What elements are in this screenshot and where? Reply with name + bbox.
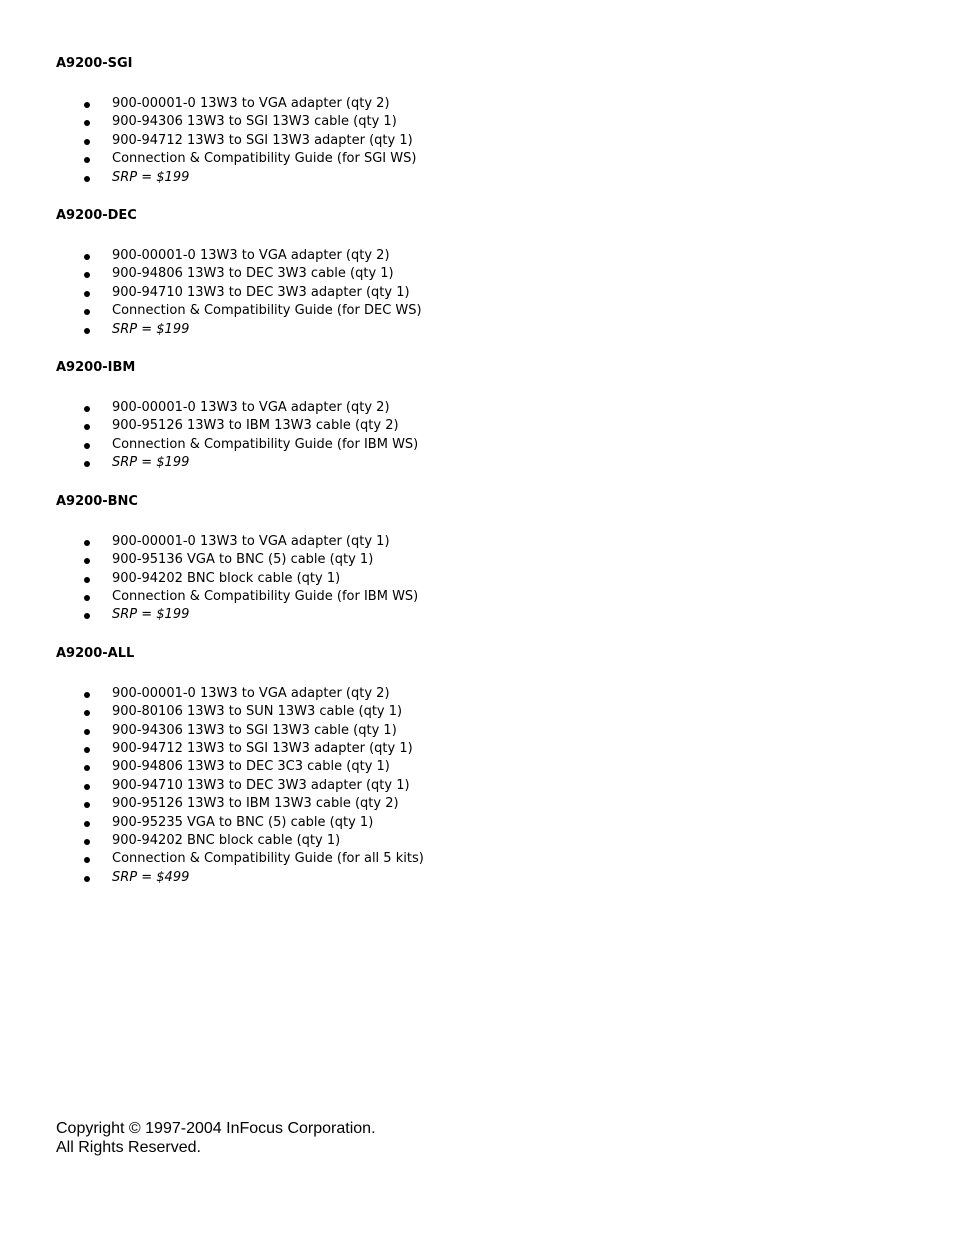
- bullet-icon: [84, 558, 90, 564]
- list-item: [56, 795, 936, 813]
- item-text: 900-00001-0 13W3 to VGA adapter (qty 2): [112, 685, 390, 701]
- kit-section: [56, 359, 936, 473]
- price-item: [56, 606, 936, 624]
- product-kit-document: [56, 55, 936, 907]
- item-text: 900-94306 13W3 to SGI 13W3 cable (qty 1): [112, 722, 397, 738]
- list-item: [56, 302, 936, 320]
- item-text: 900-94202 BNC block cable (qty 1): [112, 832, 341, 848]
- price-text: SRP = $199: [112, 321, 190, 337]
- list-item: [56, 685, 936, 703]
- kit-section: [56, 645, 936, 887]
- list-item: [56, 703, 936, 721]
- list-item: [56, 399, 936, 417]
- bullet-icon: [84, 765, 90, 771]
- list-item: [56, 113, 936, 131]
- kit-item-list: [56, 399, 936, 473]
- item-text: 900-94806 13W3 to DEC 3W3 cable (qty 1): [112, 266, 394, 282]
- bullet-icon: [84, 613, 90, 619]
- bullet-icon: [84, 176, 90, 182]
- bullet-icon: [84, 692, 90, 698]
- rights-text: All Rights Reserved.: [56, 1138, 201, 1156]
- item-text: Connection & Compatibility Guide (for SGI WS): [112, 151, 417, 167]
- bullet-icon: [84, 839, 90, 845]
- price-text: SRP = $199: [112, 169, 190, 185]
- list-item: [56, 850, 936, 868]
- bullet-icon: [84, 577, 90, 583]
- bullet-icon: [84, 102, 90, 108]
- item-text: Connection & Compatibility Guide (for IBM WS): [112, 588, 419, 604]
- list-item: [56, 247, 936, 265]
- kit-title: A9200-DEC: [56, 208, 137, 224]
- kit-title: A9200-BNC: [56, 493, 138, 509]
- item-text: 900-95136 VGA to BNC (5) cable (qty 1): [112, 552, 374, 568]
- bullet-icon: [84, 710, 90, 716]
- item-text: 900-00001-0 13W3 to VGA adapter (qty 2): [112, 248, 390, 264]
- bullet-icon: [84, 139, 90, 145]
- item-text: Connection & Compatibility Guide (for DEC WS): [112, 303, 422, 319]
- bullet-icon: [84, 424, 90, 430]
- bullet-icon: [84, 802, 90, 808]
- list-item: [56, 722, 936, 740]
- item-text: 900-94306 13W3 to SGI 13W3 cable (qty 1): [112, 114, 397, 130]
- list-item: [56, 551, 936, 569]
- list-item: [56, 570, 936, 588]
- item-text: 900-94710 13W3 to DEC 3W3 adapter (qty 1): [112, 284, 410, 300]
- kit-title: A9200-IBM: [56, 360, 136, 376]
- kit-item-list: [56, 533, 936, 625]
- list-item: [56, 95, 936, 113]
- list-item: [56, 436, 936, 454]
- list-item: [56, 758, 936, 776]
- price-item: [56, 321, 936, 339]
- kit-item-list: [56, 95, 936, 187]
- item-text: 900-94710 13W3 to DEC 3W3 adapter (qty 1): [112, 777, 410, 793]
- bullet-icon: [84, 272, 90, 278]
- kit-title: A9200-SGI: [56, 56, 133, 71]
- bullet-icon: [84, 328, 90, 334]
- item-text: 900-94202 BNC block cable (qty 1): [112, 570, 341, 586]
- footer: [56, 1120, 376, 1157]
- bullet-icon: [84, 821, 90, 827]
- bullet-icon: [84, 857, 90, 863]
- list-item: [56, 150, 936, 168]
- bullet-icon: [84, 747, 90, 753]
- list-item: [56, 740, 936, 758]
- bullet-icon: [84, 309, 90, 315]
- bullet-icon: [84, 729, 90, 735]
- item-text: 900-94806 13W3 to DEC 3C3 cable (qty 1): [112, 759, 390, 775]
- kit-section: [56, 493, 936, 625]
- bullet-icon: [84, 406, 90, 412]
- item-text: 900-00001-0 13W3 to VGA adapter (qty 1): [112, 533, 390, 549]
- list-item: [56, 265, 936, 283]
- kit-title: A9200-ALL: [56, 645, 135, 661]
- price-text: SRP = $199: [112, 455, 190, 471]
- bullet-icon: [84, 540, 90, 546]
- list-item: [56, 814, 936, 832]
- price-item: [56, 169, 936, 187]
- kit-section: [56, 207, 936, 339]
- item-text: Connection & Compatibility Guide (for all 5 kits): [112, 851, 424, 867]
- bullet-icon: [84, 461, 90, 467]
- copyright-text: Copyright © 1997-2004 InFocus Corporation.: [56, 1120, 376, 1137]
- list-item: [56, 417, 936, 435]
- list-item: [56, 132, 936, 150]
- price-item: [56, 454, 936, 472]
- bullet-icon: [84, 876, 90, 882]
- item-text: Connection & Compatibility Guide (for IBM WS): [112, 436, 419, 452]
- item-text: 900-95235 VGA to BNC (5) cable (qty 1): [112, 814, 374, 830]
- price-item: [56, 869, 936, 887]
- list-item: [56, 533, 936, 551]
- price-text: SRP = $199: [112, 607, 190, 623]
- bullet-icon: [84, 595, 90, 601]
- list-item: [56, 832, 936, 850]
- price-text: SRP = $499: [112, 869, 190, 885]
- list-item: [56, 284, 936, 302]
- item-text: 900-00001-0 13W3 to VGA adapter (qty 2): [112, 400, 390, 416]
- bullet-icon: [84, 784, 90, 790]
- item-text: 900-94712 13W3 to SGI 13W3 adapter (qty 1): [112, 132, 413, 148]
- bullet-icon: [84, 120, 90, 126]
- kit-section: [56, 55, 936, 187]
- item-text: 900-94712 13W3 to SGI 13W3 adapter (qty 1): [112, 740, 413, 756]
- bullet-icon: [84, 443, 90, 449]
- bullet-icon: [84, 157, 90, 163]
- item-text: 900-00001-0 13W3 to VGA adapter (qty 2): [112, 96, 390, 111]
- kit-item-list: [56, 685, 936, 887]
- bullet-icon: [84, 291, 90, 297]
- item-text: 900-95126 13W3 to IBM 13W3 cable (qty 2): [112, 418, 399, 434]
- list-item: [56, 777, 936, 795]
- item-text: 900-95126 13W3 to IBM 13W3 cable (qty 2): [112, 796, 399, 812]
- list-item: [56, 588, 936, 606]
- bullet-icon: [84, 254, 90, 260]
- kit-item-list: [56, 247, 936, 339]
- item-text: 900-80106 13W3 to SUN 13W3 cable (qty 1): [112, 704, 403, 720]
